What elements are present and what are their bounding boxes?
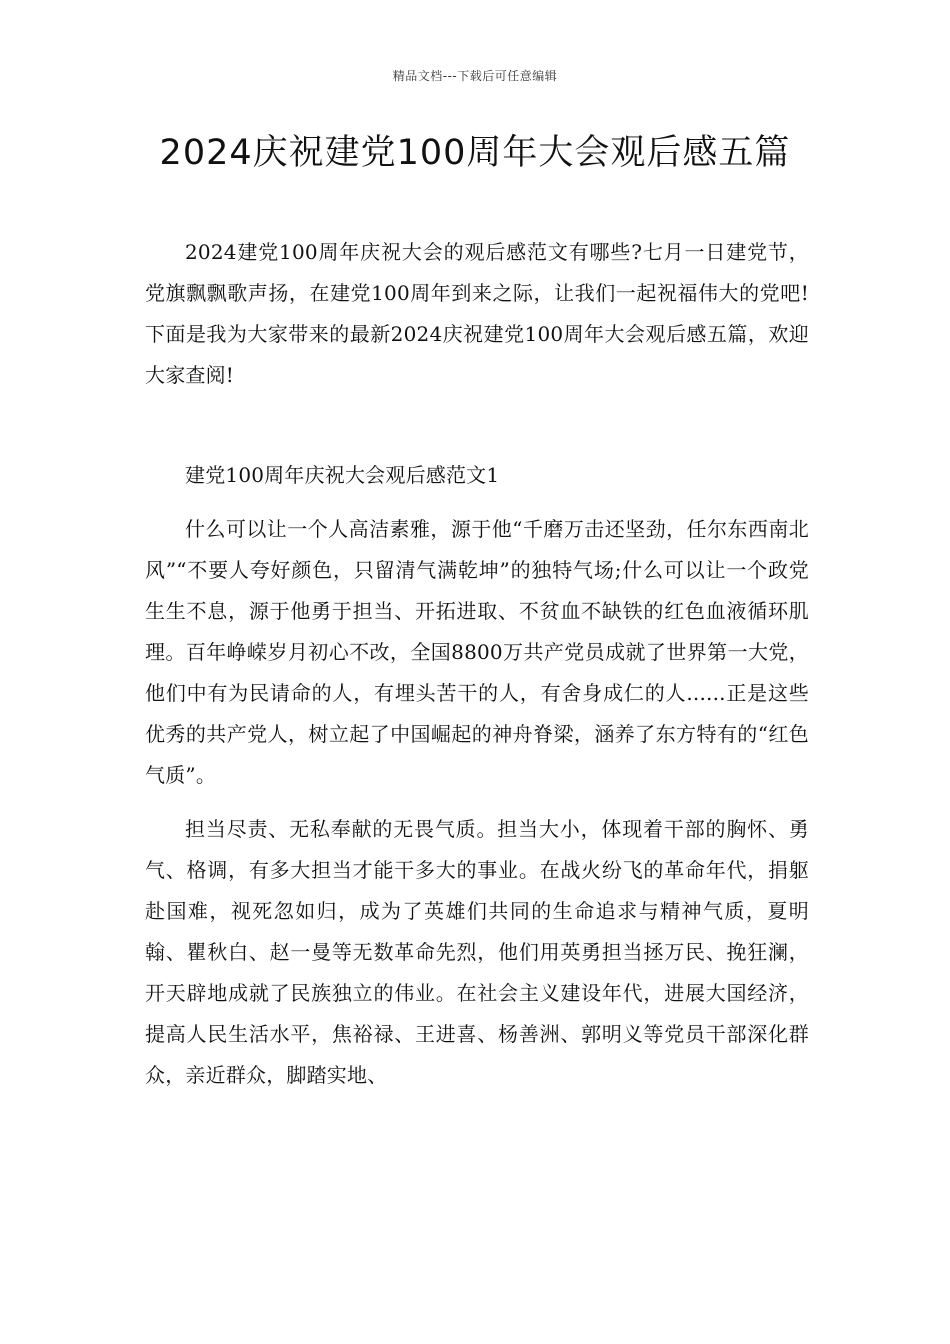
page-header: 精品文档---下载后可任意编辑: [392, 69, 558, 83]
body-paragraph: 担当尽责、无私奉献的无畏气质。担当大小，体现着干部的胸怀、勇气、格调，有多大担当才能干多大的事业。在战火纷飞的革命年代，捐躯赴国难，视死忽如归，成为了英雄们共同的生命追求与精神气质，夏明翰、瞿秋白、赵一曼等无数革命先烈，他们用英勇担当拯万民、挽狂澜，开天辟地成就了民族独立的伟业。在社会主义建设年代，进展大国经济，提高人民生活水平，焦裕禄、王进喜、杨善洲、郭明义等党员干部深化群众，亲近群众，脚踏实地、: [145, 817, 809, 1087]
body-paragraph: 什么可以让一个人高洁素雅，源于他“千磨万击还坚劲，任尔东西南北风”“不要人夸好颜色，只留清气满乾坤”的独特气场;什么可以让一个政党生生不息，源于他勇于担当、开拓进取、不贫血不缺铁的红色血液循环肌理。百年峥嵘岁月初心不改，全国8800万共产党员成就了世界第一大党，他们中有为民请命的人，有埋头苦干的人，有舍身成仁的人......正是这些优秀的共产党人，树立起了中国崛起的神舟脊梁，涵养了东方特有的“红色气质”。: [145, 517, 809, 787]
section-title: 建党100周年庆祝大会观后感范文1: [185, 463, 500, 487]
document-title: 2024庆祝建党100周年大会观后感五篇: [159, 133, 791, 173]
section-spacer: [145, 396, 809, 455]
intro-paragraph: 2024建党100周年庆祝大会的观后感范文有哪些?七月一日建党节，党旗飘飘歌声扬，在建党100周年到来之际，让我们一起祝福伟大的党吧!下面是我为大家带来的最新2024庆祝建党100周年大会观后感五篇，欢迎大家查阅!: [145, 240, 809, 387]
document-body: [145, 232, 809, 1096]
